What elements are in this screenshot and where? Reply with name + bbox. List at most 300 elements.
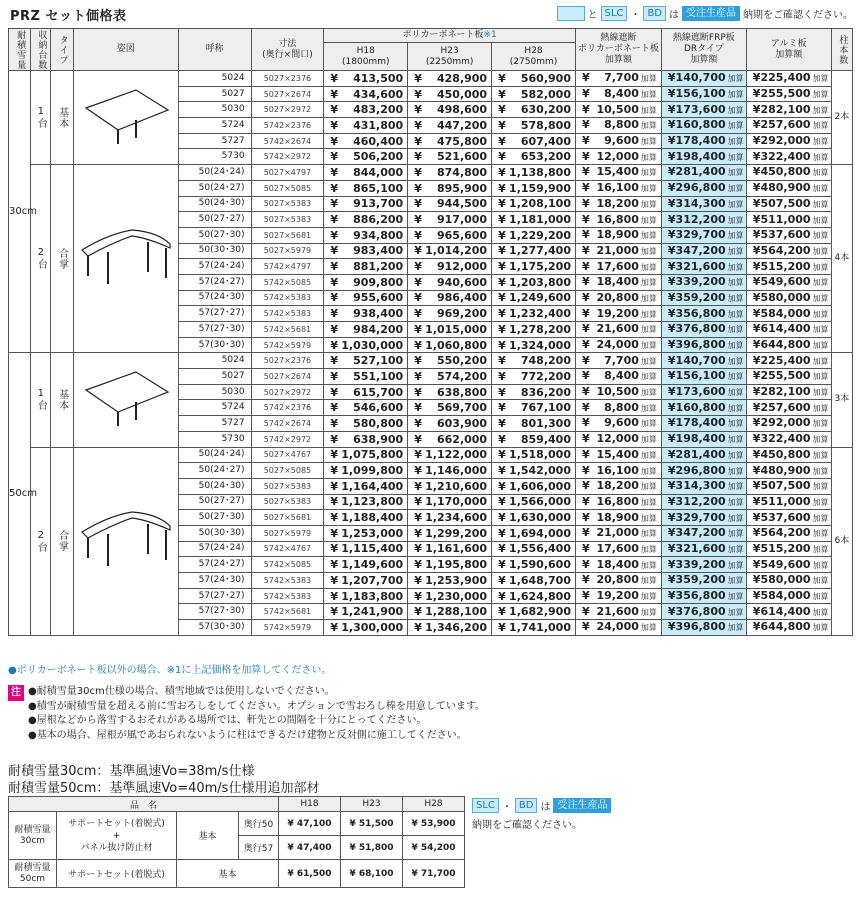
price-cell-h18: ¥ 506,200 <box>324 149 408 165</box>
size-cell: 5027×4797 <box>251 165 324 181</box>
frp-cell: ¥ 312,200 加算 <box>661 494 746 510</box>
sub-th-h23: H23 <box>341 797 403 812</box>
name-cell: 57(30･30) <box>178 337 251 353</box>
storage-cell: 1台 <box>31 353 51 447</box>
name-cell: 50(24･30) <box>178 478 251 494</box>
name-cell: 50(30･30) <box>178 243 251 259</box>
sub-note-wa: は <box>540 802 551 813</box>
legend <box>557 6 853 21</box>
alu-cell: ¥ 644,800 加算 <box>746 337 831 353</box>
th-size: 寸法 (奥行×間口) <box>251 29 324 71</box>
heat-cell: ¥ 12,000 加算 <box>575 431 661 447</box>
price-cell-h18: ¥ 909,800 <box>324 274 408 290</box>
price-cell-h28: ¥ 1,566,000 <box>492 494 576 510</box>
price-cell-h18: ¥ 881,200 <box>324 259 408 275</box>
price-cell-h28: ¥ 630,200 <box>492 102 576 118</box>
frp-cell: ¥ 281,400 加算 <box>661 165 746 181</box>
storage-cell: 2台 <box>31 165 51 353</box>
frp-cell: ¥ 198,400 加算 <box>661 149 746 165</box>
posts-cell: 6本 <box>831 447 852 635</box>
legend-bd: BD <box>643 6 666 21</box>
name-cell: 57(27･30) <box>178 322 251 338</box>
frp-cell: ¥ 156,100 加算 <box>661 369 746 385</box>
name-cell: 5724 <box>178 400 251 416</box>
alu-cell: ¥ 549,600 加算 <box>746 557 831 573</box>
price-cell-h18: ¥ 1,030,000 <box>324 337 408 353</box>
price-cell-h18: ¥ 580,800 <box>324 416 408 432</box>
alu-cell: ¥ 644,800 加算 <box>746 620 831 636</box>
th-h18: H18 (1800mm) <box>324 43 408 71</box>
name-cell: 57(24･24) <box>178 541 251 557</box>
alu-cell: ¥ 511,000 加算 <box>746 212 831 228</box>
size-cell: 5742×5681 <box>251 322 324 338</box>
price-cell-h28: ¥ 1,624,800 <box>492 588 576 604</box>
price-cell-h28: ¥ 1,542,000 <box>492 463 576 479</box>
price-cell-h28: ¥ 1,741,000 <box>492 620 576 636</box>
name-cell: 50(24･24) <box>178 165 251 181</box>
price-cell-h28: ¥ 560,900 <box>492 71 576 87</box>
th-poly: ポリカーボネート板※1 <box>324 29 576 43</box>
name-cell: 5727 <box>178 133 251 149</box>
heat-cell: ¥ 7,700 加算 <box>575 71 661 87</box>
heat-cell: ¥ 24,000 加算 <box>575 620 661 636</box>
frp-cell: ¥ 359,200 加算 <box>661 290 746 306</box>
sub-price: ¥ 53,900 <box>403 812 465 836</box>
frp-cell: ¥ 160,800 加算 <box>661 400 746 416</box>
th-h28: H28 (2750mm) <box>492 43 576 71</box>
name-cell: 5724 <box>178 118 251 134</box>
heat-cell: ¥ 16,100 加算 <box>575 463 661 479</box>
price-cell-h28: ¥ 1,648,700 <box>492 573 576 589</box>
price-cell-h23: ¥ 447,200 <box>408 118 492 134</box>
size-cell: 5027×5383 <box>251 494 324 510</box>
sub-note <box>472 798 611 831</box>
name-cell: 57(27･27) <box>178 588 251 604</box>
price-cell-h28: ¥ 1,138,800 <box>492 165 576 181</box>
footnote-1: ●ポリカーボネート板以外の場合、※1に上記価格を加算してください。 <box>8 665 332 676</box>
heat-cell: ¥ 9,600 加算 <box>575 133 661 149</box>
size-cell: 5027×2376 <box>251 71 324 87</box>
price-cell-h23: ¥ 912,000 <box>408 259 492 275</box>
name-cell: 57(27･27) <box>178 306 251 322</box>
sub-note-order: 受注生産品 <box>553 798 611 813</box>
alu-cell: ¥ 450,800 加算 <box>746 165 831 181</box>
frp-cell: ¥ 359,200 加算 <box>661 573 746 589</box>
price-cell-h28: ¥ 1,630,000 <box>492 510 576 526</box>
alu-cell: ¥ 257,600 加算 <box>746 400 831 416</box>
frp-cell: ¥ 296,800 加算 <box>661 463 746 479</box>
name-cell: 50(27･30) <box>178 510 251 526</box>
name-cell: 57(24･30) <box>178 573 251 589</box>
notes-block <box>8 685 508 743</box>
name-cell: 5027 <box>178 86 251 102</box>
price-cell-h28: ¥ 1,278,200 <box>492 322 576 338</box>
heat-cell: ¥ 21,600 加算 <box>575 604 661 620</box>
size-cell: 5027×5085 <box>251 180 324 196</box>
sub-price: ¥ 51,800 <box>341 836 403 860</box>
price-cell-h23: ¥ 638,800 <box>408 384 492 400</box>
th-snow: 耐積雪量 <box>9 29 31 71</box>
sub-snow30: 耐積雪量30cm <box>9 812 57 860</box>
th-figure: 姿図 <box>73 29 178 71</box>
heat-cell: ¥ 8,800 加算 <box>575 400 661 416</box>
page-header <box>0 0 861 26</box>
name-cell: 5030 <box>178 102 251 118</box>
price-cell-h18: ¥ 913,700 <box>324 196 408 212</box>
frp-cell: ¥ 339,200 加算 <box>661 557 746 573</box>
alu-cell: ¥ 564,200 加算 <box>746 525 831 541</box>
price-cell-h23: ¥ 603,900 <box>408 416 492 432</box>
frp-cell: ¥ 296,800 加算 <box>661 180 746 196</box>
frp-cell: ¥ 356,800 加算 <box>661 306 746 322</box>
frp-cell: ¥ 156,100 加算 <box>661 86 746 102</box>
size-cell: 5742×2376 <box>251 400 324 416</box>
price-cell-h23: ¥ 1,288,100 <box>408 604 492 620</box>
alu-cell: ¥ 257,600 加算 <box>746 118 831 134</box>
th-posts: 柱本数 <box>831 29 852 71</box>
price-cell-h18: ¥ 413,500 <box>324 71 408 87</box>
frp-cell: ¥ 198,400 加算 <box>661 431 746 447</box>
heat-cell: ¥ 20,800 加算 <box>575 573 661 589</box>
legend-dot: ・ <box>630 10 641 21</box>
price-cell-h18: ¥ 938,400 <box>324 306 408 322</box>
th-h23: H23 (2250mm) <box>408 43 492 71</box>
sub-item30: サポートセット(着脱式) + パネル抜け防止材 <box>57 812 177 860</box>
size-cell: 5027×5383 <box>251 478 324 494</box>
size-cell: 5742×5383 <box>251 588 324 604</box>
price-cell-h23: ¥ 1,299,200 <box>408 525 492 541</box>
heat-cell: ¥ 16,800 加算 <box>575 212 661 228</box>
alu-cell: ¥ 282,100 加算 <box>746 384 831 400</box>
alu-cell: ¥ 537,600 加算 <box>746 510 831 526</box>
posts-cell: 2本 <box>831 71 852 165</box>
price-cell-h18: ¥ 1,123,800 <box>324 494 408 510</box>
price-cell-h28: ¥ 1,518,000 <box>492 447 576 463</box>
name-cell: 50(24･30) <box>178 196 251 212</box>
price-cell-h18: ¥ 434,600 <box>324 86 408 102</box>
alu-cell: ¥ 584,000 加算 <box>746 588 831 604</box>
frp-cell: ¥ 396,800 加算 <box>661 337 746 353</box>
sub-th-h28: H28 <box>403 797 465 812</box>
name-cell: 50(27･27) <box>178 494 251 510</box>
frp-cell: ¥ 339,200 加算 <box>661 274 746 290</box>
price-cell-h18: ¥ 546,600 <box>324 400 408 416</box>
alu-cell: ¥ 507,500 加算 <box>746 478 831 494</box>
type-cell: 基本 <box>51 353 73 447</box>
sub-price: ¥ 61,500 <box>279 860 341 888</box>
alu-cell: ¥ 322,400 加算 <box>746 149 831 165</box>
th-type: タイプ <box>51 29 73 71</box>
name-cell: 5730 <box>178 431 251 447</box>
legend-text: 納期をご確認ください。 <box>743 10 853 21</box>
price-cell-h28: ¥ 1,606,000 <box>492 478 576 494</box>
size-cell: 5742×2376 <box>251 118 324 134</box>
name-cell: 57(24･27) <box>178 274 251 290</box>
alu-cell: ¥ 614,400 加算 <box>746 322 831 338</box>
heat-cell: ¥ 18,200 加算 <box>575 196 661 212</box>
price-cell-h28: ¥ 767,100 <box>492 400 576 416</box>
alu-cell: ¥ 584,000 加算 <box>746 306 831 322</box>
heat-cell: ¥ 8,800 加算 <box>575 118 661 134</box>
heat-cell: ¥ 18,400 加算 <box>575 274 661 290</box>
sub-note-text: 納期をご確認ください。 <box>472 820 582 831</box>
price-cell-h23: ¥ 450,000 <box>408 86 492 102</box>
price-table <box>8 28 853 636</box>
legend-order: 受注生産品 <box>682 6 740 21</box>
frp-cell: ¥ 173,600 加算 <box>661 102 746 118</box>
name-cell: 57(30･30) <box>178 620 251 636</box>
price-cell-h28: ¥ 578,800 <box>492 118 576 134</box>
table-row <box>9 71 853 87</box>
size-cell: 5742×5979 <box>251 620 324 636</box>
heat-cell: ¥ 10,500 加算 <box>575 102 661 118</box>
alu-cell: ¥ 549,600 加算 <box>746 274 831 290</box>
price-cell-h23: ¥ 1,234,600 <box>408 510 492 526</box>
price-cell-h18: ¥ 1,164,400 <box>324 478 408 494</box>
size-cell: 5742×2972 <box>251 149 324 165</box>
legend-blue-swatch <box>557 6 585 21</box>
alu-cell: ¥ 580,000 加算 <box>746 290 831 306</box>
th-storage: 収納台数 <box>31 29 51 71</box>
price-cell-h23: ¥ 550,200 <box>408 353 492 369</box>
table-row <box>9 165 853 181</box>
price-cell-h23: ¥ 940,600 <box>408 274 492 290</box>
price-cell-h23: ¥ 1,210,600 <box>408 478 492 494</box>
sub-type50: 基本 <box>177 860 279 888</box>
heat-cell: ¥ 19,200 加算 <box>575 306 661 322</box>
price-cell-h28: ¥ 1,208,100 <box>492 196 576 212</box>
price-cell-h18: ¥ 1,253,000 <box>324 525 408 541</box>
frp-cell: ¥ 140,700 加算 <box>661 71 746 87</box>
size-cell: 5742×5383 <box>251 573 324 589</box>
heat-cell: ¥ 17,600 加算 <box>575 541 661 557</box>
price-cell-h23: ¥ 895,900 <box>408 180 492 196</box>
sub-price: ¥ 51,500 <box>341 812 403 836</box>
name-cell: 50(27･27) <box>178 212 251 228</box>
size-cell: 5027×5979 <box>251 243 324 259</box>
price-cell-h23: ¥ 1,170,000 <box>408 494 492 510</box>
sub-title-2: 耐積雪量50cm：基準風速Vo=40m/s仕様用追加部材 <box>8 781 320 796</box>
heat-cell: ¥ 15,400 加算 <box>575 165 661 181</box>
size-cell: 5742×2972 <box>251 431 324 447</box>
price-cell-h28: ¥ 748,200 <box>492 353 576 369</box>
size-cell: 5742×5383 <box>251 306 324 322</box>
frp-cell: ¥ 376,800 加算 <box>661 322 746 338</box>
price-cell-h23: ¥ 1,346,200 <box>408 620 492 636</box>
name-cell: 57(24･24) <box>178 259 251 275</box>
name-cell: 5024 <box>178 71 251 87</box>
name-cell: 5027 <box>178 369 251 385</box>
name-cell: 5030 <box>178 384 251 400</box>
alu-cell: ¥ 450,800 加算 <box>746 447 831 463</box>
note-item: ●基本の場合、屋根が風であおられないように柱はできるだけ建物と反対側に施工してください。 <box>28 729 467 741</box>
frp-cell: ¥ 178,400 加算 <box>661 416 746 432</box>
price-cell-h18: ¥ 983,400 <box>324 243 408 259</box>
price-cell-h18: ¥ 1,149,600 <box>324 557 408 573</box>
price-cell-h28: ¥ 1,232,400 <box>492 306 576 322</box>
frp-cell: ¥ 321,600 加算 <box>661 259 746 275</box>
price-cell-h23: ¥ 874,800 <box>408 165 492 181</box>
alu-cell: ¥ 580,000 加算 <box>746 573 831 589</box>
price-cell-h28: ¥ 1,324,000 <box>492 337 576 353</box>
note-item: ●耐積雪量30cm仕様の場合、積雪地域では使用しないでください。 <box>28 686 335 697</box>
price-cell-h18: ¥ 865,100 <box>324 180 408 196</box>
type-cell: 合掌 <box>51 165 73 353</box>
price-cell-h23: ¥ 1,161,600 <box>408 541 492 557</box>
price-cell-h23: ¥ 969,200 <box>408 306 492 322</box>
sub-note-slc: SLC <box>472 798 499 813</box>
sub-price: ¥ 71,700 <box>403 860 465 888</box>
heat-cell: ¥ 16,100 加算 <box>575 180 661 196</box>
sub-snow50: 耐積雪量50cm <box>9 860 57 888</box>
name-cell: 5730 <box>178 149 251 165</box>
price-cell-h28: ¥ 1,203,800 <box>492 274 576 290</box>
sub-depth: 奥行50 <box>239 812 279 836</box>
size-cell: 5027×5383 <box>251 212 324 228</box>
heat-cell: ¥ 18,400 加算 <box>575 557 661 573</box>
heat-cell: ¥ 10,500 加算 <box>575 384 661 400</box>
name-cell: 57(24･30) <box>178 290 251 306</box>
size-cell: 5027×5979 <box>251 525 324 541</box>
sub-price: ¥ 47,100 <box>279 812 341 836</box>
alu-cell: ¥ 322,400 加算 <box>746 431 831 447</box>
frp-cell: ¥ 396,800 加算 <box>661 620 746 636</box>
name-cell: 5024 <box>178 353 251 369</box>
page-title: PRZ セット価格表 <box>10 9 127 24</box>
price-cell-h23: ¥ 1,015,000 <box>408 322 492 338</box>
alu-cell: ¥ 292,000 加算 <box>746 416 831 432</box>
alu-cell: ¥ 507,500 加算 <box>746 196 831 212</box>
price-cell-h23: ¥ 1,195,800 <box>408 557 492 573</box>
price-cell-h23: ¥ 498,600 <box>408 102 492 118</box>
price-cell-h18: ¥ 460,400 <box>324 133 408 149</box>
heat-cell: ¥ 17,600 加算 <box>575 259 661 275</box>
legend-wa: は <box>669 10 679 21</box>
name-cell: 50(27･30) <box>178 227 251 243</box>
price-cell-h23: ¥ 1,060,800 <box>408 337 492 353</box>
price-cell-h18: ¥ 1,207,700 <box>324 573 408 589</box>
price-cell-h23: ¥ 662,000 <box>408 431 492 447</box>
figure-cell <box>73 447 178 635</box>
sub-th-item: 品 名 <box>9 797 279 812</box>
price-cell-h18: ¥ 615,700 <box>324 384 408 400</box>
single-carport-figure <box>80 86 172 146</box>
figure-cell <box>73 71 178 165</box>
alu-cell: ¥ 255,500 加算 <box>746 369 831 385</box>
price-cell-h18: ¥ 1,115,400 <box>324 541 408 557</box>
alu-cell: ¥ 225,400 加算 <box>746 71 831 87</box>
price-cell-h18: ¥ 934,800 <box>324 227 408 243</box>
price-cell-h28: ¥ 607,400 <box>492 133 576 149</box>
price-cell-h28: ¥ 1,181,000 <box>492 212 576 228</box>
price-cell-h18: ¥ 1,188,400 <box>324 510 408 526</box>
th-alu: アルミ板 加算額 <box>746 29 831 71</box>
price-cell-h28: ¥ 1,229,200 <box>492 227 576 243</box>
price-cell-h18: ¥ 844,000 <box>324 165 408 181</box>
price-cell-h28: ¥ 1,694,000 <box>492 525 576 541</box>
frp-cell: ¥ 356,800 加算 <box>661 588 746 604</box>
frp-cell: ¥ 376,800 加算 <box>661 604 746 620</box>
frp-cell: ¥ 329,700 加算 <box>661 227 746 243</box>
frp-cell: ¥ 140,700 加算 <box>661 353 746 369</box>
figure-cell <box>73 353 178 447</box>
heat-cell: ¥ 24,000 加算 <box>575 337 661 353</box>
size-cell: 5742×4797 <box>251 259 324 275</box>
posts-cell: 3本 <box>831 353 852 447</box>
legend-to: と <box>587 10 598 21</box>
size-cell: 5027×5681 <box>251 227 324 243</box>
heat-cell: ¥ 20,800 加算 <box>575 290 661 306</box>
price-cell-h28: ¥ 653,200 <box>492 149 576 165</box>
price-cell-h28: ¥ 1,590,600 <box>492 557 576 573</box>
size-cell: 5027×5681 <box>251 510 324 526</box>
heat-cell: ¥ 19,200 加算 <box>575 588 661 604</box>
double-carport-figure <box>78 506 174 572</box>
price-cell-h23: ¥ 1,230,000 <box>408 588 492 604</box>
th-name: 呼称 <box>178 29 251 71</box>
notes-label: 注 <box>8 685 24 701</box>
alu-cell: ¥ 282,100 加算 <box>746 102 831 118</box>
price-cell-h23: ¥ 986,400 <box>408 290 492 306</box>
frp-cell: ¥ 314,300 加算 <box>661 196 746 212</box>
heat-cell: ¥ 12,000 加算 <box>575 149 661 165</box>
size-cell: 5742×5085 <box>251 274 324 290</box>
size-cell: 5742×2674 <box>251 416 324 432</box>
legend-slc: SLC <box>601 6 628 21</box>
type-cell: 合掌 <box>51 447 73 635</box>
price-cell-h28: ¥ 1,682,900 <box>492 604 576 620</box>
price-cell-h18: ¥ 984,200 <box>324 322 408 338</box>
name-cell: 5727 <box>178 416 251 432</box>
alu-cell: ¥ 537,600 加算 <box>746 227 831 243</box>
sub-note-bd: BD <box>515 798 538 813</box>
frp-cell: ¥ 314,300 加算 <box>661 478 746 494</box>
price-cell-h28: ¥ 801,300 <box>492 416 576 432</box>
price-cell-h28: ¥ 859,400 <box>492 431 576 447</box>
alu-cell: ¥ 255,500 加算 <box>746 86 831 102</box>
alu-cell: ¥ 480,900 加算 <box>746 463 831 479</box>
sub-th-h18: H18 <box>279 797 341 812</box>
posts-cell: 4本 <box>831 165 852 353</box>
price-cell-h23: ¥ 1,146,000 <box>408 463 492 479</box>
note-item: ●屋根などから落雪するおそれがある場所では、軒先との間隔を十分にとってください。 <box>28 715 427 726</box>
note-item: ●積雪が耐積雪量を超える前に雪おろしをしてください。オプションで雪おろし棒を用意しています。 <box>28 700 486 712</box>
price-cell-h18: ¥ 955,600 <box>324 290 408 306</box>
table-row <box>9 353 853 369</box>
th-heat: 熱線遮断 ポリカーボネート板 加算額 <box>575 29 661 71</box>
snow-cell: 50cm <box>9 353 31 635</box>
price-cell-h23: ¥ 428,900 <box>408 71 492 87</box>
heat-cell: ¥ 9,600 加算 <box>575 416 661 432</box>
heat-cell: ¥ 8,400 加算 <box>575 369 661 385</box>
price-cell-h28: ¥ 836,200 <box>492 384 576 400</box>
price-cell-h23: ¥ 1,014,200 <box>408 243 492 259</box>
frp-cell: ¥ 312,200 加算 <box>661 212 746 228</box>
name-cell: 50(24･27) <box>178 463 251 479</box>
double-carport-figure <box>78 224 174 290</box>
price-cell-h28: ¥ 1,175,200 <box>492 259 576 275</box>
price-cell-h18: ¥ 431,800 <box>324 118 408 134</box>
size-cell: 5027×2972 <box>251 102 324 118</box>
table-row <box>9 447 853 463</box>
price-cell-h28: ¥ 772,200 <box>492 369 576 385</box>
price-cell-h18: ¥ 1,099,800 <box>324 463 408 479</box>
frp-cell: ¥ 321,600 加算 <box>661 541 746 557</box>
heat-cell: ¥ 21,600 加算 <box>575 322 661 338</box>
size-cell: 5742×2674 <box>251 133 324 149</box>
price-cell-h18: ¥ 551,100 <box>324 369 408 385</box>
price-cell-h18: ¥ 483,200 <box>324 102 408 118</box>
